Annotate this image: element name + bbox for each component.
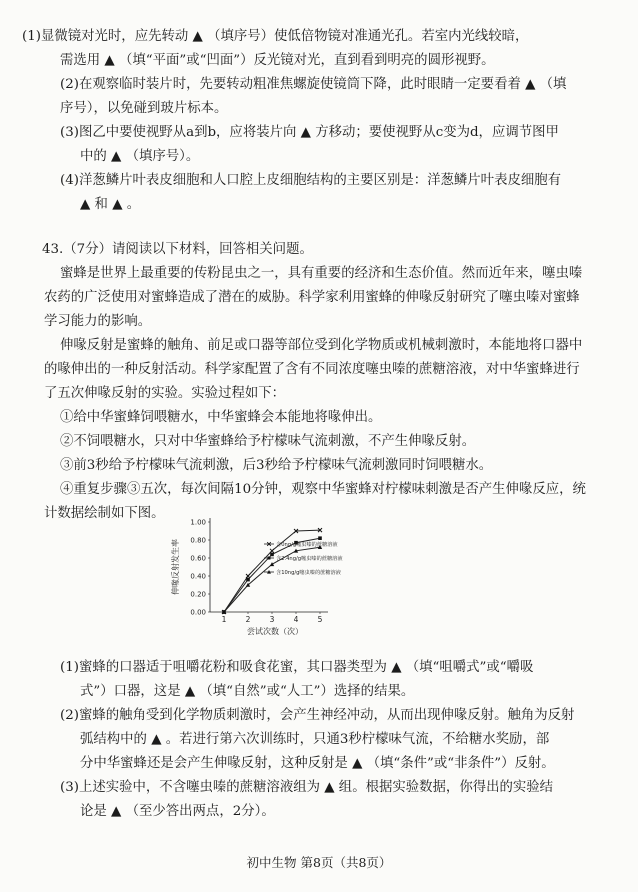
data-point: [270, 549, 274, 553]
text-line: (2)蜜蜂的触角受到化学物质刺激时，会产生神经冲动，从而出现伸喙反射。触角为反射: [60, 708, 575, 723]
y-tick-label: 0.80: [190, 536, 206, 545]
x-axis-label: 尝试次数（次）: [247, 627, 303, 636]
text-line: (1)蜜蜂的口器适于咀嚼花粉和吸食花蜜，其口器类型为 ▲ （填“咀嚼式”或“嚼吸: [60, 660, 534, 675]
y-tick-label: 0.60: [190, 554, 206, 563]
legend-label: 含2.4ng/g噻虫嗪的蔗糖溶液: [276, 556, 343, 562]
y-tick-label: 1.00: [190, 518, 206, 527]
text-line: 需选用 ▲ （填“平面”或“凹面”）反光镜对光，直到看到明亮的圆形视野。: [60, 53, 495, 68]
step-line: ②不饲喂糖水，只对中华蜜蜂给予柠檬味气流刺激，不产生伸喙反射。: [60, 434, 476, 449]
x-tick-label: 3: [269, 615, 275, 624]
text-line: 中的 ▲ （填序号）。: [80, 149, 200, 164]
y-axis-label: 伸喙反射发生率: [171, 539, 180, 595]
chart-legend: [264, 540, 343, 576]
text-line: 序号），以免碰到玻片标本。: [60, 101, 228, 116]
y-tick-label: 0.20: [190, 590, 206, 599]
data-point: [246, 578, 250, 582]
line-chart: [170, 512, 360, 662]
text-line: (3)上述实验中，不含噻虫嗪的蔗糖溶液组为 ▲ 组。根据实验数据，你得出的实验结: [60, 780, 554, 795]
data-point: [246, 574, 250, 578]
step-line: ①给中华蜜蜂饲喂糖水，中华蜜蜂会本能地将喙伸出。: [60, 410, 382, 425]
page-footer: 初中生物 第8页（共8页）: [246, 855, 392, 870]
text-line: 计数据绘制如下图。: [44, 506, 165, 521]
text-line: 式”）口器，这是 ▲ （填“自然”或“人工”）选择的结果。: [80, 684, 415, 699]
text-line: (3)图乙中要使视野从a到b，应将装片向 ▲ 方移动；要使视野从c变为d，应调节图甲: [60, 125, 559, 140]
x-tick-label: 5: [317, 615, 323, 624]
y-tick-label: 0.00: [190, 608, 206, 617]
data-point: [270, 562, 274, 566]
x-tick-label: 1: [221, 615, 227, 624]
text-line: 弧结构中的 ▲ 。若进行第六次训练时，只通3秒柠檬味气流，不给糖水奖励，部: [80, 732, 550, 747]
legend-label: 含10ng/g噻虫嗪的蔗糖溶液: [276, 570, 341, 576]
x-tick-label: 2: [245, 615, 251, 624]
text-line: 了五次伸喙反射的实验。实验过程如下：: [44, 386, 286, 401]
x-tick-label: 4: [293, 615, 299, 624]
step-line: ④重复步骤③五次，每次间隔10分钟，观察中华蜜蜂对柠檬味刺激是否产生伸喙反应，统: [60, 482, 586, 497]
step-line: ③前3秒给予柠檬味气流刺激，后3秒给予柠檬味气流刺激同时饲喂糖水。: [60, 458, 493, 473]
legend-label: 含0ng/g噻虫嗪的蔗糖溶液: [276, 542, 338, 548]
text-line: 伸喙反射是蜜蜂的触角、前足或口器等部位受到化学物质或机械刺激时，本能地将口器中: [60, 338, 583, 353]
data-point: [318, 536, 322, 540]
question-heading: 43.（7分）请阅读以下材料，回答相关问题。: [42, 242, 313, 257]
text-line: 蜜蜂是世界上最重要的传粉昆虫之一，具有重要的经济和生态价值。然而近年来，噻虫嗪: [60, 266, 583, 281]
data-point: [270, 553, 274, 557]
text-line: 农药的广泛使用对蜜蜂造成了潜在的威胁。科学家利用蜜蜂的伸喙反射研究了噻虫嗪对蜜蜂: [44, 290, 580, 305]
text-line: (4)洋葱鳞片叶表皮细胞和人口腔上皮细胞结构的主要区别是：洋葱鳞片叶表皮细胞有: [60, 173, 562, 188]
text-line: (1)显微镜对光时，应先转动 ▲ （填序号）使低倍物镜对准通光孔。若室内光线较暗，: [22, 29, 529, 44]
y-tick-label: 0.40: [190, 572, 206, 581]
text-line: 论是 ▲ （至少答出两点，2分）。: [80, 804, 275, 819]
text-line: 分中华蜜蜂还是会产生伸喙反射，这种反射是 ▲ （填“条件”或“非条件”）反射。: [80, 756, 555, 771]
text-line: (2)在观察临时装片时，先要转动粗准焦螺旋使镜筒下降，此时眼睛一定要看着 ▲ （填: [60, 77, 567, 92]
text-line: 学习能力的影响。: [44, 314, 152, 329]
text-line: 的喙伸出的一种反射活动。科学家配置了含有不同浓度噻虫嗪的蔗糖溶液，对中华蜜蜂进行: [44, 362, 580, 377]
legend-marker: [268, 557, 271, 560]
text-line: ▲ 和 ▲ 。: [80, 197, 141, 212]
